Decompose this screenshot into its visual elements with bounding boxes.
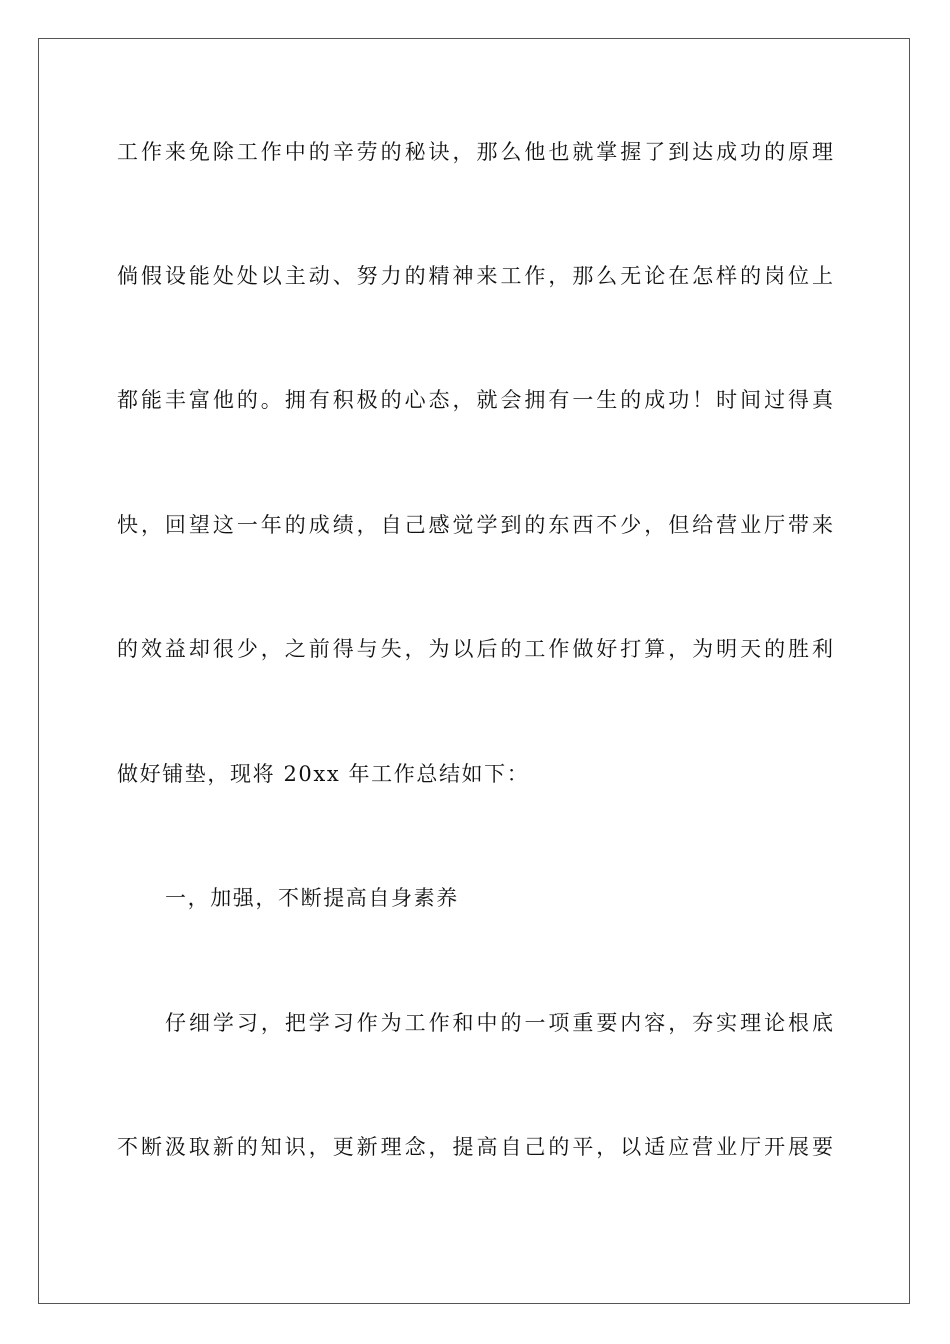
body-text-line: 倘假设能处处以主动、努力的精神来工作，那么无论在怎样的岗位上 [117,264,833,288]
body-text-line: 做好铺垫，现将 20xx 年工作总结如下： [117,762,530,786]
page-frame [38,38,910,1304]
body-text-line: 快，回望这一年的成绩，自己感觉学到的东西不少，但给营业厅带来 [117,513,833,537]
body-text-line: 不断汲取新的知识，更新理念，提高自己的平，以适应营业厅开展要 [117,1135,833,1159]
section-heading: 一，加强，不断提高自身素养 [165,886,459,910]
body-text-line: 都能丰富他的。拥有积极的心态，就会拥有一生的成功！时间过得真 [117,388,833,412]
body-text-line: 工作来免除工作中的辛劳的秘诀，那么他也就掌握了到达成功的原理 [117,140,833,164]
body-text-line: 的效益却很少，之前得与失，为以后的工作做好打算，为明天的胜利 [117,637,833,661]
body-text-line: 仔细学习，把学习作为工作和中的一项重要内容，夯实理论根底 [165,1011,833,1035]
